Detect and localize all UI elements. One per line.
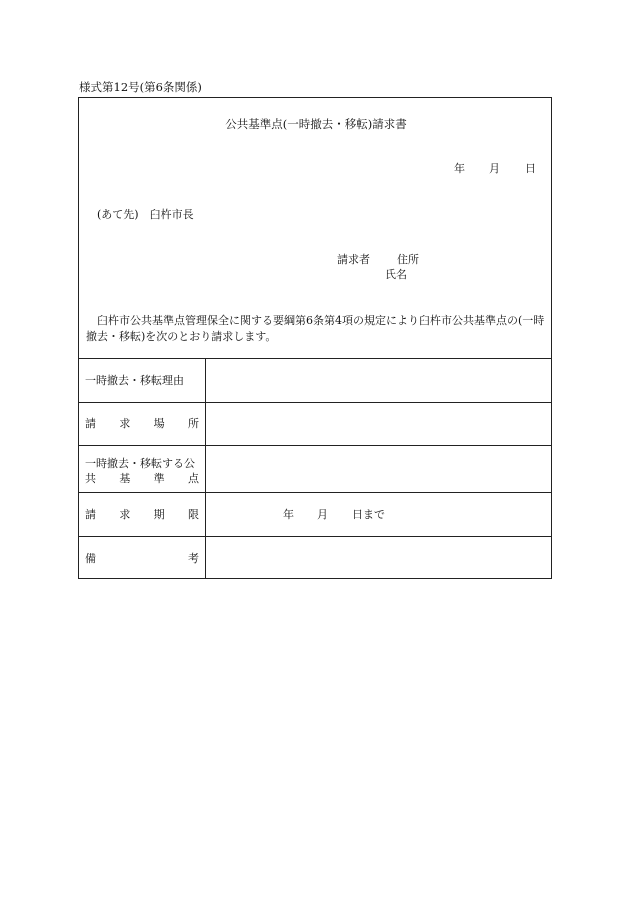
- deadline-year: 年: [283, 508, 294, 521]
- requester-label: 請求者: [337, 253, 370, 266]
- location-label: 請 求 場 所: [85, 417, 199, 430]
- form-title: 公共基準点(一時撤去・移転)請求書: [225, 117, 407, 131]
- remarks-label: 備 考: [85, 552, 199, 565]
- deadline-until: 日まで: [352, 508, 385, 521]
- points-label-line1: 一時撤去・移転する公: [85, 457, 195, 470]
- points-field[interactable]: [209, 447, 549, 490]
- addressee: (あて先) 臼杵市長: [97, 208, 194, 221]
- date-year: 年: [454, 162, 465, 175]
- request-form: [78, 97, 552, 579]
- row-divider: [79, 402, 551, 403]
- address-label: 住所: [397, 253, 419, 266]
- reason-field[interactable]: [209, 360, 549, 400]
- row-divider: [79, 445, 551, 446]
- form-number: 様式第12号(第6条関係): [79, 80, 202, 94]
- points-label-line2: 共 基 準 点: [85, 472, 199, 485]
- location-field[interactable]: [209, 404, 549, 443]
- date-day: 日: [525, 162, 536, 175]
- remarks-field[interactable]: [209, 538, 549, 576]
- deadline-label: 請 求 期 限: [85, 508, 199, 521]
- deadline-month: 月: [317, 508, 328, 521]
- row-divider: [79, 492, 551, 493]
- reason-label: 一時撤去・移転理由: [85, 374, 184, 387]
- row-divider: [79, 536, 551, 537]
- column-divider: [205, 358, 206, 579]
- deadline-field[interactable]: [209, 494, 549, 534]
- name-label: 氏名: [385, 268, 407, 281]
- request-statement: 臼杵市公共基準点管理保全に関する要綱第6条第4項の規定により臼杵市公共基準点の(一時撤去・移転)を次のとおり請求します。: [86, 314, 545, 343]
- date-month: 月: [489, 162, 500, 175]
- table-top-border: [79, 358, 551, 359]
